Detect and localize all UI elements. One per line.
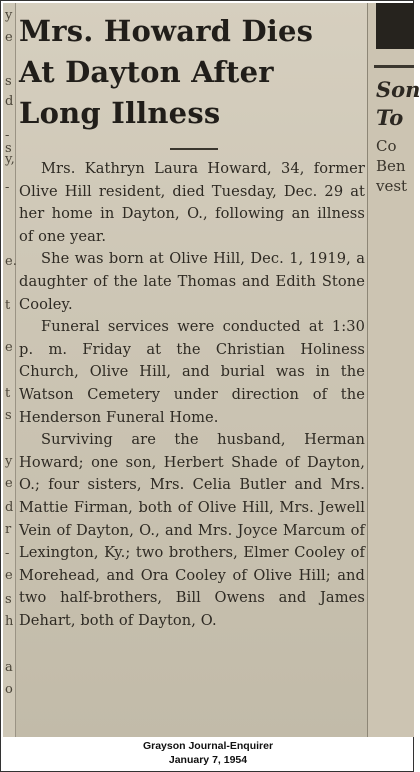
left-fragment: a xyxy=(5,660,13,675)
left-fragment: -s xyxy=(5,128,12,156)
headline-line: At Dayton After xyxy=(19,55,274,89)
left-fragment: d xyxy=(5,94,14,109)
left-fragment: s xyxy=(5,408,12,423)
left-fragment: s xyxy=(5,592,12,607)
adjacent-right-column xyxy=(367,3,420,737)
paragraph-birth: She was born at Olive Hill, Dec. 1, 1919, a daughter of the late Thomas and Edith Stone Cooley. xyxy=(19,250,365,313)
paragraph-funeral: Funeral services were conducted at 1:30 p. m. Friday at the Christian Holiness Church, Olive Hill, and burial was in the Watson Cemetery under direction of the Henderson Funeral Home. xyxy=(19,318,365,426)
article-body xyxy=(19,158,365,632)
paragraph-death-notice: Mrs. Kathryn Laura Howard, 34, former Olive Hill resident, died Tuesday, Dec. 29 at her home in Dayton, O., following an illness of one year. xyxy=(19,160,365,245)
left-fragment: - xyxy=(5,180,10,195)
newspaper-photo xyxy=(3,3,420,737)
left-fragment: y xyxy=(5,454,13,469)
column-rule xyxy=(374,65,414,68)
headline-divider xyxy=(170,148,218,150)
right-heading-fragment: To xyxy=(376,105,404,130)
left-fragment: r xyxy=(5,522,12,537)
left-fragment: e xyxy=(5,30,13,45)
left-fragment: e. xyxy=(5,254,17,269)
left-fragment: t xyxy=(5,386,11,401)
left-fragment: e xyxy=(5,476,13,491)
headline xyxy=(19,11,365,134)
left-fragment: - xyxy=(5,546,10,561)
dark-photo-block xyxy=(376,3,414,49)
right-text-fragment: Co xyxy=(376,137,397,155)
source-caption xyxy=(1,739,415,771)
adjacent-left-column xyxy=(3,3,16,737)
right-text-fragment: Ben xyxy=(376,157,406,175)
left-fragment: e xyxy=(5,568,13,583)
left-fragment: d xyxy=(5,500,14,515)
left-fragment: e xyxy=(5,340,13,355)
obituary-article xyxy=(19,11,365,735)
left-fragment: h xyxy=(5,614,14,629)
left-fragment: y xyxy=(5,8,13,23)
headline-line: Long Illness xyxy=(19,96,221,130)
left-fragment: o xyxy=(5,682,13,697)
left-fragment: s xyxy=(5,74,12,89)
publication-date: January 7, 1954 xyxy=(168,754,248,766)
paragraph-survivors: Surviving are the husband, Herman Howard; one son, Herbert Shade of Dayton, O.; four sisters, Mrs. Celia Butler and Mrs. Mattie Firman, both of Olive Hill, Mrs. Jewell Vein of Dayton, O., and Mrs. Joyce Marcum of Lexington, Ky.; two brothers, Elmer Cooley of Morehead, and Ora Cooley of Olive Hill; and two half-brothers, Bill Owens and James Dehart, both of Dayton, O. xyxy=(19,431,365,629)
left-fragment: y, xyxy=(5,152,15,167)
right-text-fragment: vest xyxy=(376,177,408,195)
headline-line: Mrs. Howard Dies xyxy=(19,14,314,48)
right-heading-fragment: Son xyxy=(376,77,420,102)
publication-name: Grayson Journal-Enquirer xyxy=(142,740,274,752)
left-fragment: t xyxy=(5,298,11,313)
